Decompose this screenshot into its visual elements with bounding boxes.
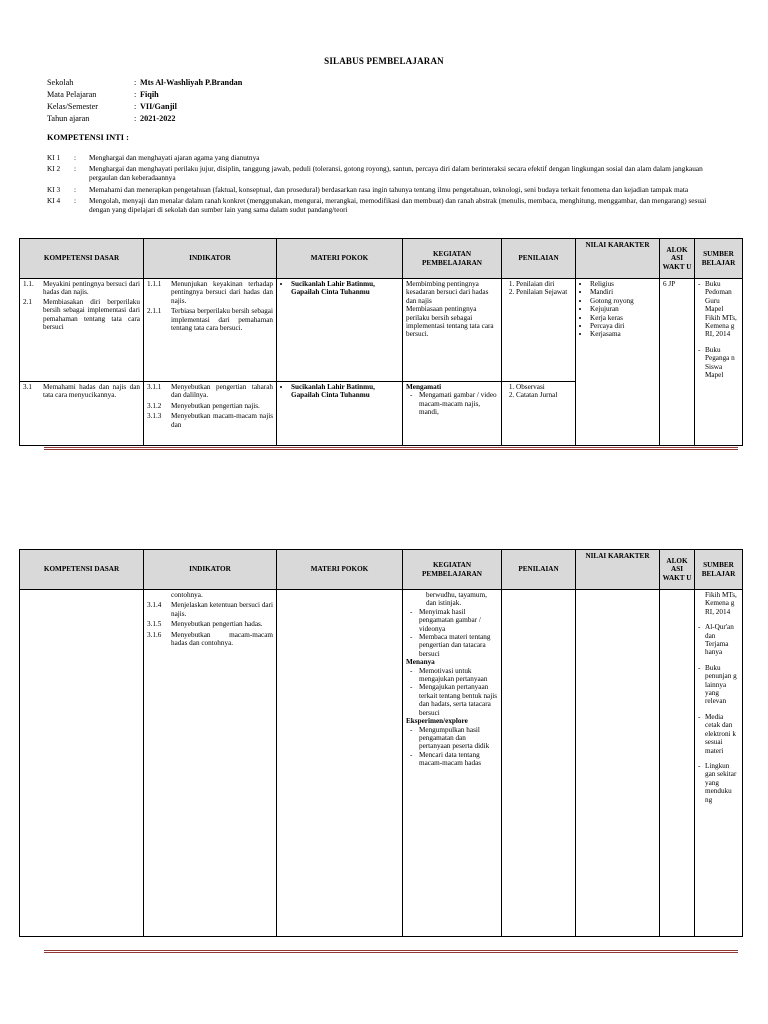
penilaian-cell [502,382,576,446]
indikator-text: Menyebutkan pengertian taharah dan dalilnya. [171,383,273,400]
kd-item [23,280,140,297]
nilai-item: • Religius [590,280,656,288]
nilai-item: • Percaya diri [590,322,656,330]
indikator-text: Menyebutkan pengertian hadas. [171,620,263,629]
penilaian-item: 1. Penilaian diri [516,280,572,288]
penilaian-item: 1. Observasi [516,383,572,391]
indikator-text: Menunjukan keyakinan terhadap pentingnya bersuci dari hadas dan najis. [171,280,273,305]
indikator-item [147,402,273,410]
identity-label: Kelas/Semester [47,102,98,111]
materi-cell [277,279,403,382]
sumber-item: - Buku Pedoman Guru Mapel Fikih MTs, Kemena g RI, 2014 [705,280,739,339]
kd-number: 1.1. [23,280,34,288]
ki-code: KI 1 [47,153,61,162]
page-title: SILABUS PEMBELAJARAN [324,56,444,66]
penilaian-item: 2. Catatan Jurnal [516,391,572,399]
indikator-text: Menyebutkan pengertian najis. [171,401,260,410]
indikator-item [147,412,273,429]
indikator-item [147,601,273,618]
kd-text: Membiasakan diri berperilaku bersih sebagai implementasi dari pemahaman tentang tata cara bersuci [43,297,140,332]
indikator-text: Terbiasa berperilaku bersih sebagai implementasi dari pemahaman tentang tata cara bersuci. [171,307,273,333]
kegiatan-item: - Mengajukan pertanyaan terkait tentang bentuk najis dan hadats, serta tatacara bersuci [419,683,498,717]
header-sumber-belajar: SUMBER BELAJAR [695,239,743,279]
kd-number: 2.1 [23,297,32,306]
materi-cell [277,382,403,446]
ki-text: Menghargai dan menghayati perilaku jujur, disiplin, tanggung jawab, peduli (toleransi, gotong royong), santun, percaya diri dalam berinteraksi secara efektif dengan lingkungan sosial dan alam dalam jangkauan pergaulan dan keberadaannya [89,164,703,183]
kd-number: 3.1 [23,383,32,391]
indikator-text: contohnya. [171,591,203,599]
table-header-row [20,239,743,279]
header-alokasi-waktu: ALOK ASI WAKT U [660,550,695,590]
sumber-item: - Lingkun gan sekitar yang menduku ng [705,762,739,804]
table-header-row [20,550,743,590]
indikator-cell [144,279,277,382]
identity-row-school: Sekolah : Mts Al-Washliyah P.Brandan [47,78,243,87]
identity-value: VII/Ganjil [140,102,177,111]
identity-label: Tahun ajaran [47,114,90,123]
kd-item [23,298,140,332]
ki-text: Menghargai dan menghayati ajaran agama yang dianutnya [89,153,260,162]
indikator-number: 3.1.3 [147,412,162,421]
ki-list [47,153,707,216]
penilaian-cell [502,279,576,382]
kd-text: Meyakini pentingnya bersuci dari hadas dan najis. [43,280,140,297]
sumber-text: Fikih MTs, Kemena g RI, 2014 [705,591,737,616]
sumber-cell [695,590,743,937]
syllabus-table-page-2 [19,549,743,937]
kegiatan-item: - Mencari data tentang macam-macam hadas [419,751,498,768]
kd-cell [20,279,144,382]
nilai-item: • Mandiri [590,288,656,296]
header-indikator: INDIKATOR [144,550,277,590]
identity-label: Sekolah [47,78,74,87]
identity-value: Mts Al-Washliyah P.Brandan [140,78,243,87]
alokasi-cell [660,590,695,937]
page-divider [44,950,738,953]
indikator-text: Menjelaskan ketentuan bersuci dari najis. [171,601,273,618]
materi-text: • Sucikanlah Lahir Batinmu, Gapailah Cinta Tuhanmu [291,383,399,400]
indikator-number: 3.1.6 [147,630,162,639]
kegiatan-text: berwudhu, tayamum, dan istinjak. [426,591,487,608]
header-penilaian: PENILAIAN [502,550,576,590]
nilai-item: • Gotong royong [590,297,656,305]
nilai-karakter-cell [576,279,660,446]
identity-label: Mata Pelajaran [47,90,97,99]
indikator-item [147,591,273,599]
kd-text: Memahami hadas dan najis dan tata cara menyucikannya. [43,383,140,400]
header-sumber-belajar: SUMBER BELAJAR [695,550,743,590]
kegiatan-text: Membimbing pentingnya kesadaran bersuci dari hadas dan najis [406,280,489,305]
kegiatan-cell [403,279,502,382]
indikator-number: 3.1.2 [147,401,162,410]
ki-code: KI 4 [47,195,61,205]
header-kegiatan: KEGIATAN PEMBELAJARAN [403,550,502,590]
page-divider [44,447,738,450]
header-indikator: INDIKATOR [144,239,277,279]
nilai-item: • Kerja keras [590,314,656,322]
ki-item: KI 4 : Mengolah, menyaji dan menalar dalam ranah konkret (menggunakan, mengurai, merangkai, memodifikasi dan membuat) dan ranah abstrak (menulis, membaca, menghitung, menggambar, dan mengarang) sesuai dengan yang dipelajari di sekolah dan sumber lain yang sama dalam sudut pandang/teori [47,195,707,215]
identity-block [47,77,242,125]
header-nilai-karakter: NILAI KARAKTER [576,550,660,590]
kegiatan-heading: Eksperimen/explore [406,717,468,726]
indikator-text: Menyebutkan macam-macam hadas dan contohnya. [171,630,273,648]
sumber-item: - Al-Qur'an dan Terjama hanya [705,623,739,657]
header-materi-pokok: MATERI POKOK [277,239,403,279]
kegiatan-item: - Menyimak hasil pengamatan gambar / videonya [419,608,498,633]
penilaian-cell [502,590,576,937]
kegiatan-cell [403,590,502,937]
indikator-number: 3.1.1 [147,383,162,391]
nilai-item: • Kerjasama [590,330,656,338]
sumber-item: - Buku penunjan g lainnya yang relevan [705,664,739,706]
ki-heading: KOMPETENSI INTI : [47,133,129,142]
kd-cell [20,382,144,446]
indikator-number: 1.1.1 [147,280,162,288]
identity-row-subject: Mata Pelajaran : Fiqih [47,90,159,99]
syllabus-table-page-1 [19,238,743,446]
sumber-item: - Buku Peganga n Siswa Mapel [705,346,739,380]
sumber-cell [695,279,743,446]
table-row [20,590,743,937]
ki-code: KI 2 [47,164,61,174]
header-kompetensi-dasar: KOMPETENSI DASAR [20,239,144,279]
indikator-cell [144,590,277,937]
kegiatan-heading: Menanya [406,658,435,667]
indikator-cell [144,382,277,446]
indikator-item [147,307,273,332]
ki-code: KI 3 [47,184,61,194]
indikator-number: 3.1.4 [147,601,162,610]
materi-cell [277,590,403,937]
header-penilaian: PENILAIAN [502,239,576,279]
identity-row-year: Tahun ajaran : 2021-2022 [47,114,176,123]
indikator-item [147,631,273,648]
header-kegiatan: KEGIATAN PEMBELAJARAN [403,239,502,279]
kegiatan-cell [403,382,502,446]
penilaian-item: 2. Penilaian Sejawat [516,288,572,296]
nilai-karakter-cell [576,590,660,937]
kegiatan-item: - Membaca materi tentang pengertian dan tatacara bersuci [419,633,498,658]
kegiatan-item: - Memotivasi untuk mengajukan pertanyaan [419,667,498,684]
ki-item: KI 1 : Menghargai dan menghayati ajaran agama yang dianutnya [47,153,707,162]
ki-item: KI 3 : Memahami dan menerapkan pengetahuan (faktual, konseptual, dan prosedural) berdasarkan rasa ingin tahunya tentang ilmu pengetahuan, teknologi, seni budaya terkait fenomena dan kejadian tampak mata [47,185,707,194]
header-materi-pokok: MATERI POKOK [277,550,403,590]
table-row [20,279,743,382]
identity-row-class: Kelas/Semester : VII/Ganjil [47,102,177,111]
kd-cell [20,590,144,937]
indikator-number: 3.1.5 [147,620,162,629]
identity-value: Fiqih [140,90,159,99]
sumber-item: - Media cetak dan elektroni k sesuai materi [705,713,739,755]
header-nilai-karakter: NILAI KARAKTER [576,239,660,279]
header-alokasi-waktu: ALOK ASI WAKT U [660,239,695,279]
kegiatan-text: Membiasaan pentingnya perilaku bersih sebagai implementasi tentang tata cara bersuci. [406,305,494,339]
ki-text: Memahami dan menerapkan pengetahuan (faktual, konseptual, dan prosedural) berdasarkan rasa ingin tahunya tentang ilmu pengetahuan, teknologi, seni budaya terkait fenomena dan kejadian tampak mata [89,184,689,194]
materi-text: • Sucikanlah Lahir Batinmu, Gapailah Cinta Tuhanmu [291,280,399,297]
kd-item [23,383,140,400]
kegiatan-item: - Mengumpulkan hasil pengamatan dan pertanyaan peserta didik [419,726,498,751]
indikator-number: 2.1.1 [147,307,162,316]
indikator-item [147,280,273,305]
kegiatan-heading: Mengamati [406,383,442,391]
ki-item: KI 2 : Menghargai dan menghayati perilaku jujur, disiplin, tanggung jawab, peduli (toleransi, gotong royong), santun, percaya diri dalam berinteraksi secara efektif dengan lingkungan sosial dan alam dalam jangkauan pergaulan dan keberadaannya [47,164,707,182]
nilai-item: • Kejujuran [590,305,656,313]
indikator-item [147,620,273,628]
indikator-item [147,383,273,400]
header-kompetensi-dasar: KOMPETENSI DASAR [20,550,144,590]
alokasi-text: 6 JP [663,280,676,288]
alokasi-cell [660,279,695,446]
kegiatan-item: - Mengamati gambar / video macam-macam najis, mandi, [419,391,498,416]
ki-text: Mengolah, menyaji dan menalar dalam ranah konkret (menggunakan, mengurai, merangkai, memodifikasi dan membuat) dan ranah abstrak (menulis, membaca, menghitung, menggambar, dan mengarang) sesuai dengan yang dipelajari di sekolah dan sumber lain yang sama dalam sudut pandang/teori [89,195,707,215]
indikator-number [147,591,171,599]
indikator-text: Menyebutkan macam-macam najis dan [171,412,273,429]
identity-value: 2021-2022 [140,114,176,123]
